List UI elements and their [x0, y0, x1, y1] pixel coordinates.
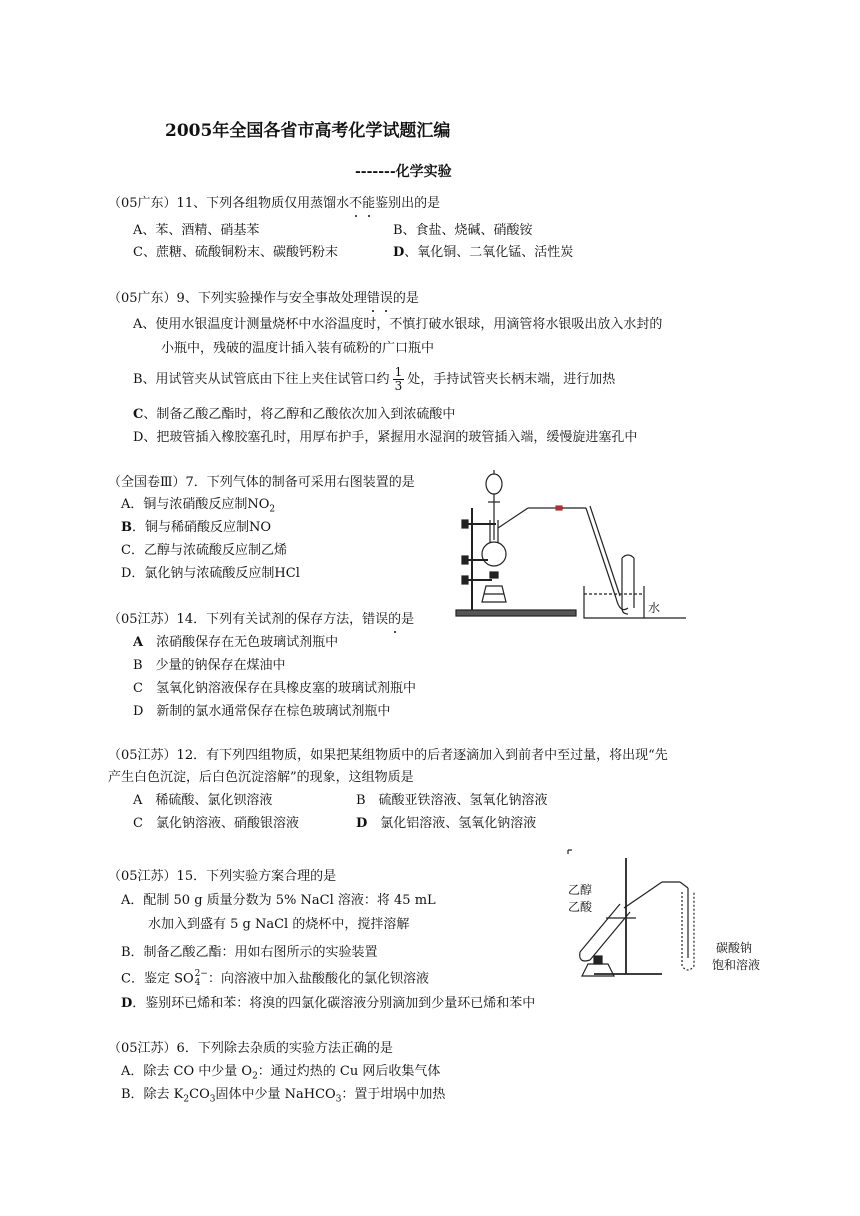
option-a: A、苯、酒精、硝基苯 [133, 223, 260, 238]
question-stem: （05江苏）6．下列除去杂质的实验方法正确的是 [108, 1041, 393, 1056]
apparatus-figure-ester [566, 848, 766, 980]
option-b: B 少量的钠保存在煤油中 [133, 658, 286, 673]
option-c: C．乙醇与浓硫酸反应制乙烯 [121, 543, 287, 558]
option-c: C 氯化钠溶液、硝酸银溶液 [133, 816, 299, 831]
option-b: B、用试管夹从试管底由下往上夹住试管口约 $\frac{1}{3}$ 处，手持试管夹长柄末端，进行加热 [133, 365, 616, 393]
question-stem: （全国卷Ⅲ）7．下列气体的制备可采用右图装置的是 [108, 475, 415, 490]
option-b: B、食盐、烧碱、硝酸铵 [393, 223, 533, 238]
figure-label-saturated-solution: 饱和溶液 [712, 958, 761, 972]
option-a: A 浓硝酸保存在无色玻璃试剂瓶中 [133, 635, 339, 650]
option-c: C．鉴定 SO 2− 4 ：向溶液中加入盐酸酸化的氯化钡溶液 [121, 969, 429, 988]
apparatus-figure-gas [448, 468, 688, 624]
figure-label-ethanol: 乙醇 [568, 883, 593, 897]
option-d: D．鉴别环已烯和苯：将溴的四氯化碳溶液分别滴加到少量环已烯和苯中 [121, 996, 536, 1011]
option-d: D 新制的氯水通常保存在棕色玻璃试剂瓶中 [133, 704, 391, 719]
option-d: D、氧化铜、二氧化锰、活性炭 [393, 245, 574, 260]
option-a: A．配制 50 g 质量分数为 5% NaCl 溶液：将 45 mL [121, 893, 436, 908]
question-stem-continued: 产生白色沉淀，后白色沉淀溶解”的现象，这组物质是 [108, 770, 414, 785]
option-a: A．除去 CO 中少量 $O_2$：通过灼热的 Cu 网后收集气体 [121, 1064, 441, 1082]
option-d: D、把玻管插入橡胶塞孔时，用厚布护手，紧握用水湿润的玻管插入端，缓慢旋进塞孔中 [133, 430, 638, 445]
option-b: B．铜与稀硝酸反应制NO [121, 520, 272, 535]
option-a: A．铜与浓硝酸反应制$NO_2$ [121, 497, 276, 515]
option-d: D 氯化铝溶液、氢氧化钠溶液 [356, 816, 537, 831]
page-subtitle: -------化学实验 [355, 164, 452, 180]
option-b: B．除去 $K_2CO_3$固体中少量 NaHCO$_3$：置于坩埚中加热 [121, 1087, 446, 1105]
option-b: B 硫酸亚铁溶液、氢氧化钠溶液 [356, 793, 548, 808]
option-c: C、制备乙酸乙酯时，将乙醇和乙酸依次加入到浓硫酸中 [133, 407, 456, 422]
option-a-continued: 水加入到盛有 5 g NaCl 的烧杯中，搅拌溶解 [148, 917, 410, 932]
page-title: 2005年全国各省市高考化学试题汇编 [165, 121, 451, 141]
question-stem: （05江苏）15．下列实验方案合理的是 [108, 869, 337, 884]
question-stem: （05广东）9、下列实验操作与安全事故处理错误的是 [108, 291, 419, 306]
question-stem: （05江苏）14．下列有关试剂的保存方法，错误的是 [108, 612, 415, 627]
option-c: C、蔗糖、硫酸铜粉末、碳酸钙粉末 [133, 245, 338, 260]
option-a: A、使用水银温度计测量烧杯中水浴温度时，不慎打破水银球，用滴管将水银吸出放入水封的 [133, 317, 663, 332]
figure-label-acetic-acid: 乙酸 [568, 900, 593, 914]
option-a-continued: 小瓶中，残破的温度计插入装有硫粉的广口瓶中 [161, 341, 435, 356]
option-a: A 稀硫酸、氯化钡溶液 [133, 793, 273, 808]
question-stem: （05广东）11、下列各组物质仅用蒸馏水不能鉴别出的是 [108, 196, 441, 211]
option-b: B．制备乙酸乙酯：用如右图所示的实验装置 [121, 945, 378, 960]
question-stem: （05江苏）12．有下列四组物质，如果把某组物质中的后者逐滴加入到前者中至过量，将出现“先 [108, 748, 668, 763]
option-d: D．氯化钠与浓硫酸反应制HCl [121, 566, 300, 581]
fraction: $\frac{1}{3}$ [394, 365, 403, 393]
figure-label-sodium-carbonate: 碳酸钠 [716, 941, 753, 955]
figure-label-water: 水 [648, 601, 661, 615]
option-c: C 氢氧化钠溶液保存在具橡皮塞的玻璃试剂瓶中 [133, 681, 416, 696]
